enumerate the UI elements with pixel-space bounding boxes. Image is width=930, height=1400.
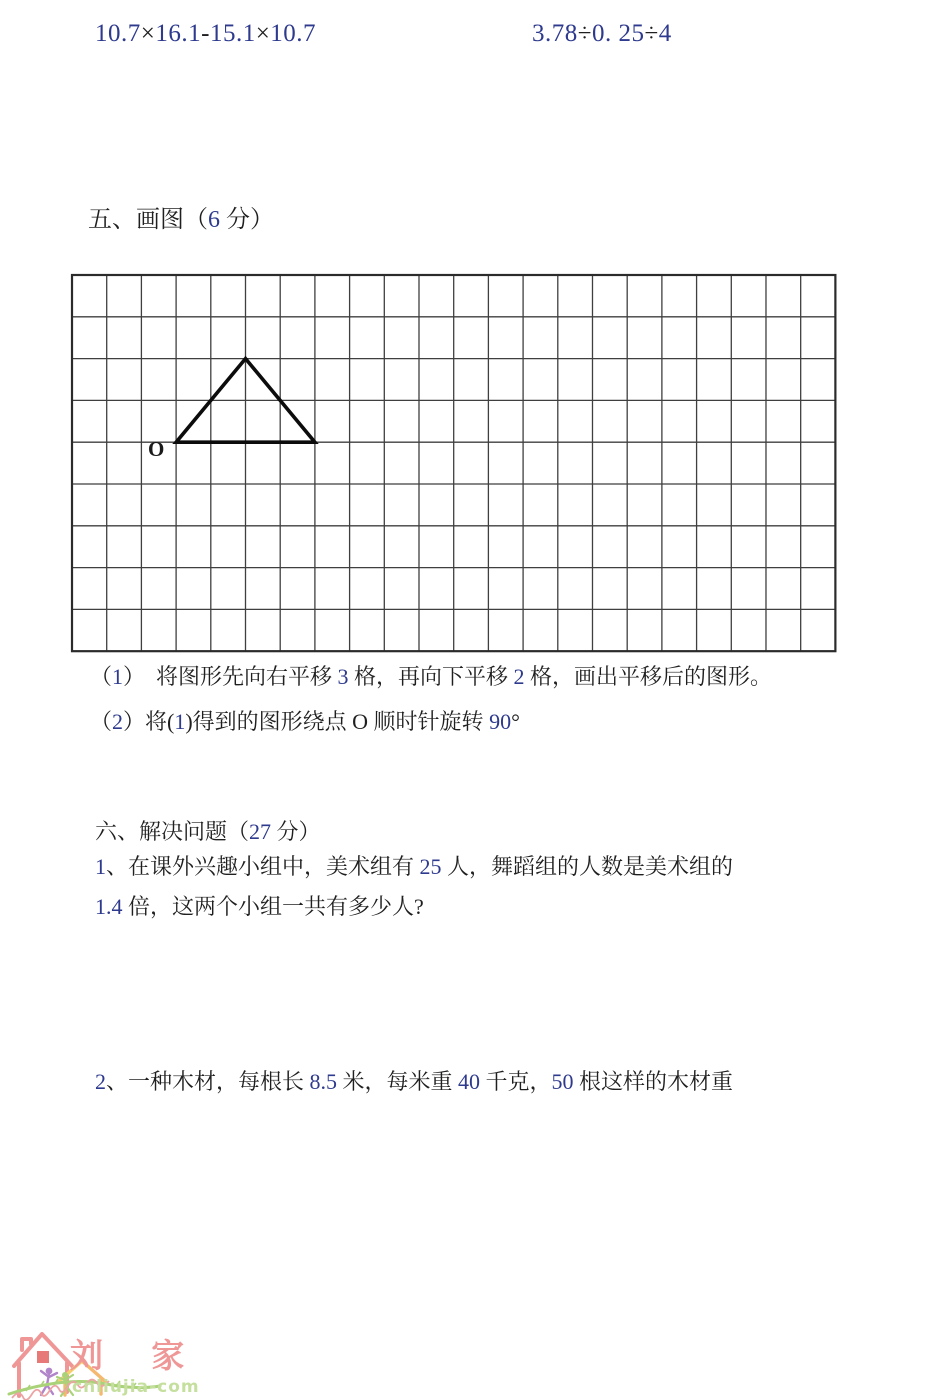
house-window bbox=[37, 1351, 49, 1363]
problem1-line1: 1、在课外兴趣小组中，美术组有 25 人，舞蹈组的人数是美术组的 bbox=[95, 854, 734, 879]
site-watermark bbox=[6, 1316, 236, 1400]
section5-heading: 五、画图（6 分） bbox=[88, 207, 274, 233]
instruction-1: （1） 将图形先向右平移 3 格，再向下平移 2 格，画出平移后的图形。 bbox=[90, 664, 773, 689]
instruction-2: （2）将(1)得到的图形绕点 O 顺时针旋转 90° bbox=[90, 709, 520, 734]
section6-heading: 六、解决问题（27 分） bbox=[95, 819, 321, 844]
brand-text: 刘 家 bbox=[70, 1339, 205, 1375]
expression-right: 3.78÷0. 25÷4 bbox=[532, 20, 672, 47]
drawing-grid-figure bbox=[70, 273, 837, 658]
grid-svg bbox=[70, 273, 837, 653]
expression-left: 10.7×16.1-15.1×10.7 bbox=[95, 20, 317, 47]
point-o-label: O bbox=[148, 437, 165, 461]
problem1-line2: 1.4 倍，这两个小组一共有多少人? bbox=[95, 894, 424, 919]
domain-text: cnliujia-com bbox=[72, 1377, 200, 1397]
problem2-line1: 2、一种木材，每根长 8.5 米，每米重 40 千克，50 根这样的木材重 bbox=[95, 1069, 734, 1094]
